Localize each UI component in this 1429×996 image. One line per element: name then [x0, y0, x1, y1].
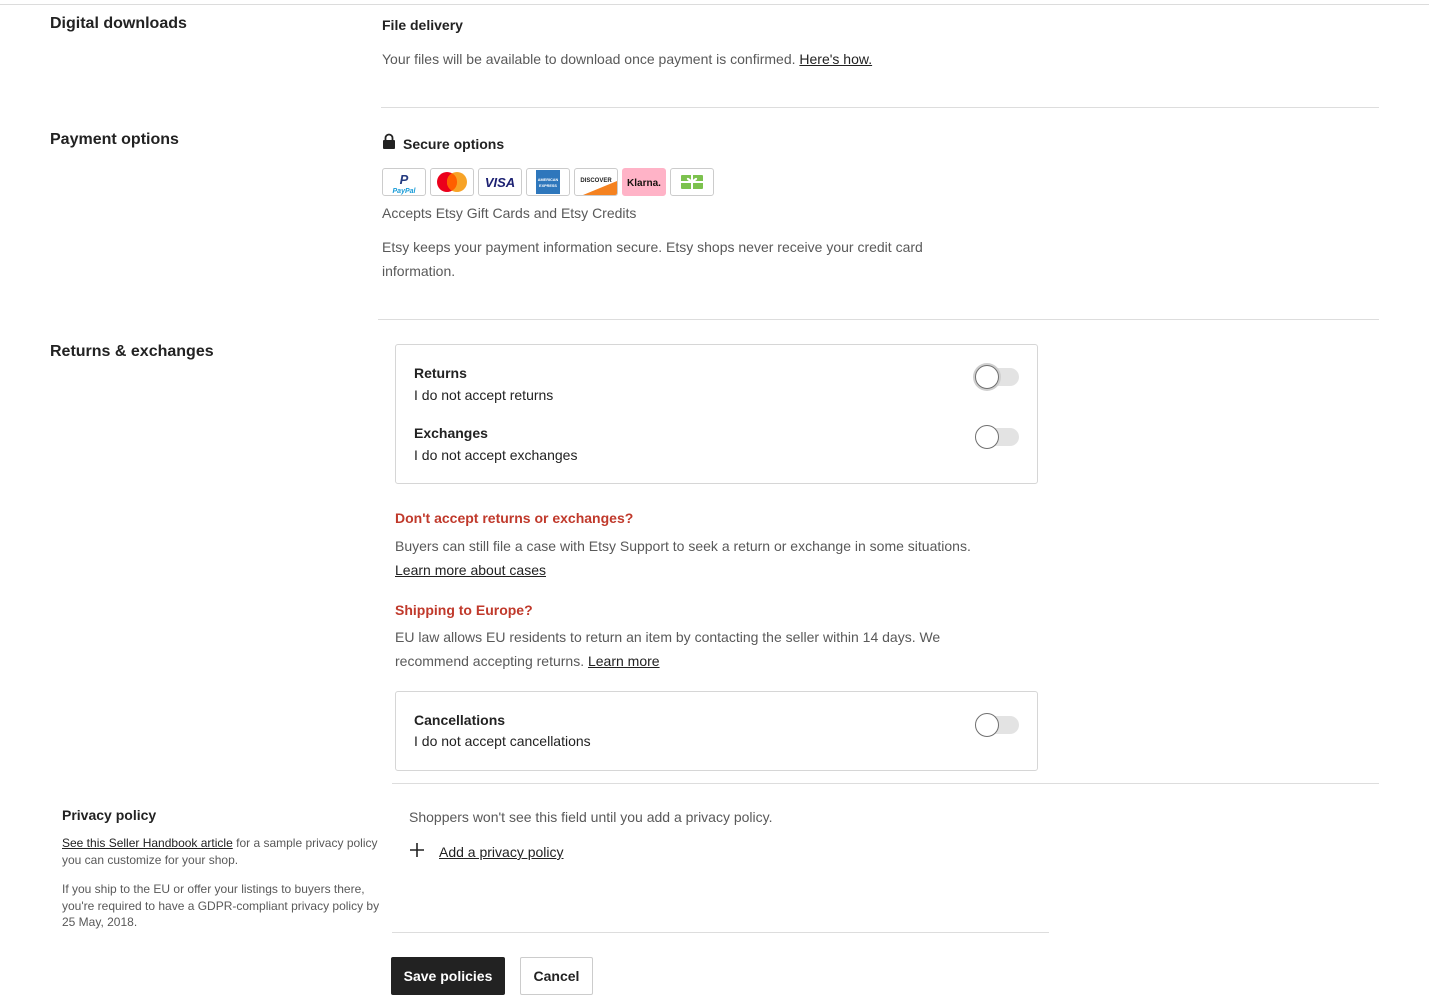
mastercard-icon — [430, 168, 474, 196]
svg-text:P: P — [399, 172, 409, 187]
europe-text-block — [395, 625, 995, 673]
plus-icon — [409, 842, 425, 863]
svg-text:PayPal: PayPal — [392, 188, 416, 195]
cancel-button[interactable]: Cancel — [520, 957, 593, 995]
visa-icon — [478, 168, 522, 196]
cancellations-card — [395, 691, 1038, 771]
europe-title: Shipping to Europe? — [395, 602, 533, 618]
returns-label: Returns — [414, 365, 467, 381]
privacy-shoppers-text: Shoppers won't see this field until you add a privacy policy. — [409, 809, 773, 825]
exchanges-toggle[interactable] — [975, 425, 1019, 449]
amex-icon — [526, 168, 570, 196]
returns-exchanges-title: Returns & exchanges — [50, 343, 214, 360]
digital-downloads-title: Digital downloads — [50, 15, 187, 32]
learn-more-cases-link[interactable]: Learn more about cases — [395, 562, 546, 578]
payment-methods — [382, 168, 714, 196]
cancellations-label: Cancellations — [414, 712, 506, 728]
toggle-knob — [975, 425, 999, 449]
secure-options-header — [382, 133, 504, 154]
file-delivery-text: Your files will be available to download once payment is confirmed. — [382, 51, 796, 67]
toggle-knob — [975, 365, 999, 389]
svg-text:VISA: VISA — [484, 175, 516, 190]
add-privacy-policy-link[interactable]: Add a privacy policy — [439, 844, 564, 860]
divider — [381, 107, 1379, 108]
seller-handbook-link[interactable]: See this Seller Handbook article — [62, 836, 233, 850]
payment-secure-text: Etsy keeps your payment information secure. Etsy shops never receive your credit card information. — [382, 239, 923, 279]
privacy-handbook-note — [62, 835, 382, 868]
divider — [392, 932, 1049, 933]
file-delivery-label: File delivery — [382, 17, 463, 33]
divider — [378, 319, 1379, 320]
privacy-policy-title: Privacy policy — [62, 807, 157, 823]
cancellations-status: I do not accept cancellations — [414, 733, 591, 749]
add-privacy-policy-row[interactable] — [409, 840, 564, 864]
toggle-knob — [975, 713, 999, 737]
secure-options-label: Secure options — [403, 135, 505, 152]
europe-learn-more-link[interactable]: Learn more — [587, 653, 660, 669]
exchanges-label: Exchanges — [414, 425, 488, 441]
divider — [392, 783, 1379, 784]
paypal-icon — [382, 168, 426, 196]
returns-status: I do not accept returns — [414, 387, 554, 403]
file-delivery-description — [382, 47, 872, 71]
payment-options-title: Payment options — [50, 131, 179, 148]
klarna-icon — [622, 168, 666, 196]
no-returns-text: Buyers can still file a case with Etsy Support to seek a return or exchange in some situations. — [395, 538, 971, 554]
learn-more-cases-container — [395, 558, 546, 582]
heres-how-link[interactable]: Here's how. — [799, 51, 873, 67]
exchanges-status: I do not accept exchanges — [414, 447, 578, 463]
gift-card-icon — [670, 168, 714, 196]
svg-text:AMERICAN: AMERICAN — [537, 178, 559, 182]
handbook-text: for a sample privacy policy you can customize for your shop. — [62, 836, 378, 867]
gift-cards-text: Accepts Etsy Gift Cards and Etsy Credits — [382, 205, 637, 221]
svg-text:EXPRESS: EXPRESS — [539, 184, 557, 188]
gdpr-text: If you ship to the EU or offer your listings to buyers there, you're required to have a GDPR-compliant privacy policy by 25 May, 2018. — [62, 882, 380, 929]
no-returns-title: Don't accept returns or exchanges? — [395, 510, 634, 526]
svg-text:DISCOVER: DISCOVER — [580, 178, 612, 184]
top-divider — [0, 4, 1429, 5]
save-policies-button[interactable]: Save policies — [391, 957, 505, 995]
discover-icon — [574, 168, 618, 196]
lock-icon — [382, 133, 396, 154]
svg-text:Klarna.: Klarna. — [627, 178, 661, 189]
europe-text: EU law allows EU residents to return an item by contacting the seller within 14 days. We recommend accepting returns. — [395, 629, 941, 669]
returns-toggle[interactable] — [975, 365, 1019, 389]
cancellations-toggle[interactable] — [975, 713, 1019, 737]
returns-exchanges-card — [395, 344, 1038, 484]
